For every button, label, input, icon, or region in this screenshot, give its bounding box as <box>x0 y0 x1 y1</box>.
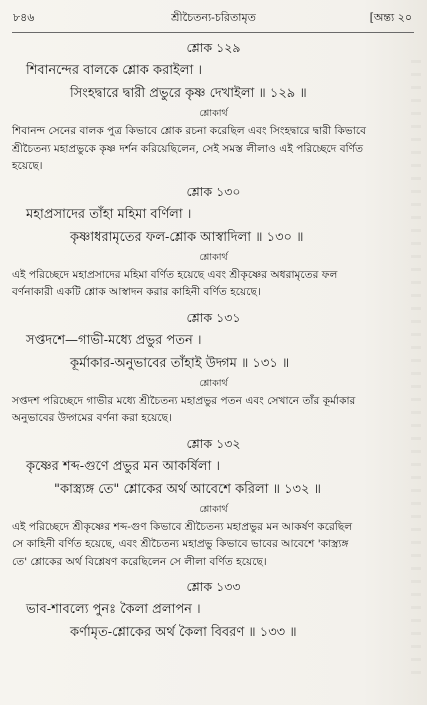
translation-line: বর্ণনাকারী একটি শ্লোক আস্বাদন করার কাহিনী বর্ণিত হয়েছে। <box>12 286 261 298</box>
verse-line: কৃষ্ণাধরামৃতের ফল-শ্লোক আস্বাদিলা ॥ ১৩০ ॥ <box>70 229 304 245</box>
translation-line: তে' শ্লোকের অর্থ বিশ্লেষণ করেছিলেন সে লীলা বর্ণিত হয়েছে। <box>12 555 267 568</box>
chapter-reference: [অন্ত্য ২০ <box>369 11 412 24</box>
verse-heading: শ্লোক ১২৯ <box>186 40 241 55</box>
translation-line: শিবানন্দ সেনের বালক পুত্র কিভাবে শ্লোক রচনা করেছিল এবং সিংহদ্বারে দ্বারী কিভাবে <box>12 125 367 137</box>
verse-line: সপ্তদশে—গাভী-মধ্যে প্রভুর পতন । <box>26 332 202 348</box>
translation-text <box>0 123 427 176</box>
verse-line: কৃষ্ণের শব্দ-গুণে প্রভুর মন আকর্ষিলা । <box>26 458 221 474</box>
book-title: শ্রীচৈতন্য-চরিতামৃত <box>171 11 256 24</box>
verse-line: কূর্মাকার-অনুভাবের তাঁহাই উদ্গম ॥ ১৩১ ॥ <box>70 355 290 371</box>
verse-line: শিবানন্দের বালকে শ্লোক করাইলা । <box>26 63 203 78</box>
translation-label: শ্লোকার্থ <box>199 251 228 263</box>
translation-line: শ্রীচৈতন্য মহাপ্রভুকে কৃষ্ণ দর্শন করিয়েছিলেন, সেই সমস্ত লীলাও এই পরিচ্ছেদে বর্ণিত <box>12 142 364 155</box>
translation-line: হয়েছে। <box>12 160 43 172</box>
translation-label: শ্লোকার্থ <box>199 503 228 515</box>
verse-line: "কাস্ত্র্যঙ্গ তে" শ্লোকের অর্থ আবেশে করিলা ॥ ১৩২ ॥ <box>54 481 321 497</box>
translation-line: সে কাহিনী বর্ণিত হয়েছে, এবং শ্রীচৈতন্য মহাপ্রভু কিভাবে ভাবের আবেশে 'কাস্ত্র্যঙ্গ <box>12 538 349 550</box>
verse-heading: শ্লোক ১৩২ <box>186 435 241 451</box>
running-header <box>0 9 427 29</box>
translation-label: শ্লোকার্থ <box>199 108 228 119</box>
translation-text <box>0 519 427 572</box>
verse-line: কর্ণামৃত-শ্লোকের অর্থ কৈলা বিবরণ ॥ ১৩৩ ॥ <box>70 625 297 640</box>
verse-line: ভাব-শাবল্যে পুনঃ কৈলা প্রলাপন । <box>26 602 201 617</box>
translation-text <box>0 393 427 428</box>
translation-label: শ্লোকার্থ <box>199 377 228 389</box>
header-rule <box>12 32 414 33</box>
verse-heading: শ্লোক ১৩৩ <box>186 579 241 594</box>
translation-line: এই পরিচ্ছেদে শ্রীকৃষ্ণের শব্দ-গুণ কিভাবে শ্রীচৈতন্য মহাপ্রভুর মন আকর্ষণ করেছিল <box>12 520 353 533</box>
verse-line: সিংহদ্বারে দ্বারী প্রভুরে কৃষ্ণ দেখাইলা ॥ ১২৯ ॥ <box>70 86 307 101</box>
page-number: ৮৪৬ <box>13 11 35 24</box>
translation-line: এই পরিচ্ছেদে মহাপ্রসাদের মহিমা বর্ণিত হয়েছে এবং শ্রীকৃষ্ণের অধরামৃতের ফল <box>12 268 338 281</box>
verse-133 <box>0 576 427 644</box>
translation-text <box>0 267 427 302</box>
verse-heading: শ্লোক ১৩০ <box>186 183 241 199</box>
verse-line: মহাপ্রসাদের তাঁহা মহিমা বর্ণিলা । <box>26 206 192 222</box>
verse-130 <box>0 181 427 302</box>
page-content <box>0 37 427 644</box>
translation-line: সপ্তদশ পরিচ্ছেদে গাভীর মধ্যে শ্রীচৈতন্য মহাপ্রভুর পতন এবং সেখানে তাঁর কূর্মাকার <box>12 394 356 407</box>
translation-line: অনুভাবের উদ্গমের বর্ণনা করা হয়েছে। <box>12 412 172 424</box>
verse-132 <box>0 433 427 572</box>
verse-131 <box>0 307 427 428</box>
verse-heading: শ্লোক ১৩১ <box>186 309 241 325</box>
verse-129 <box>0 37 427 176</box>
